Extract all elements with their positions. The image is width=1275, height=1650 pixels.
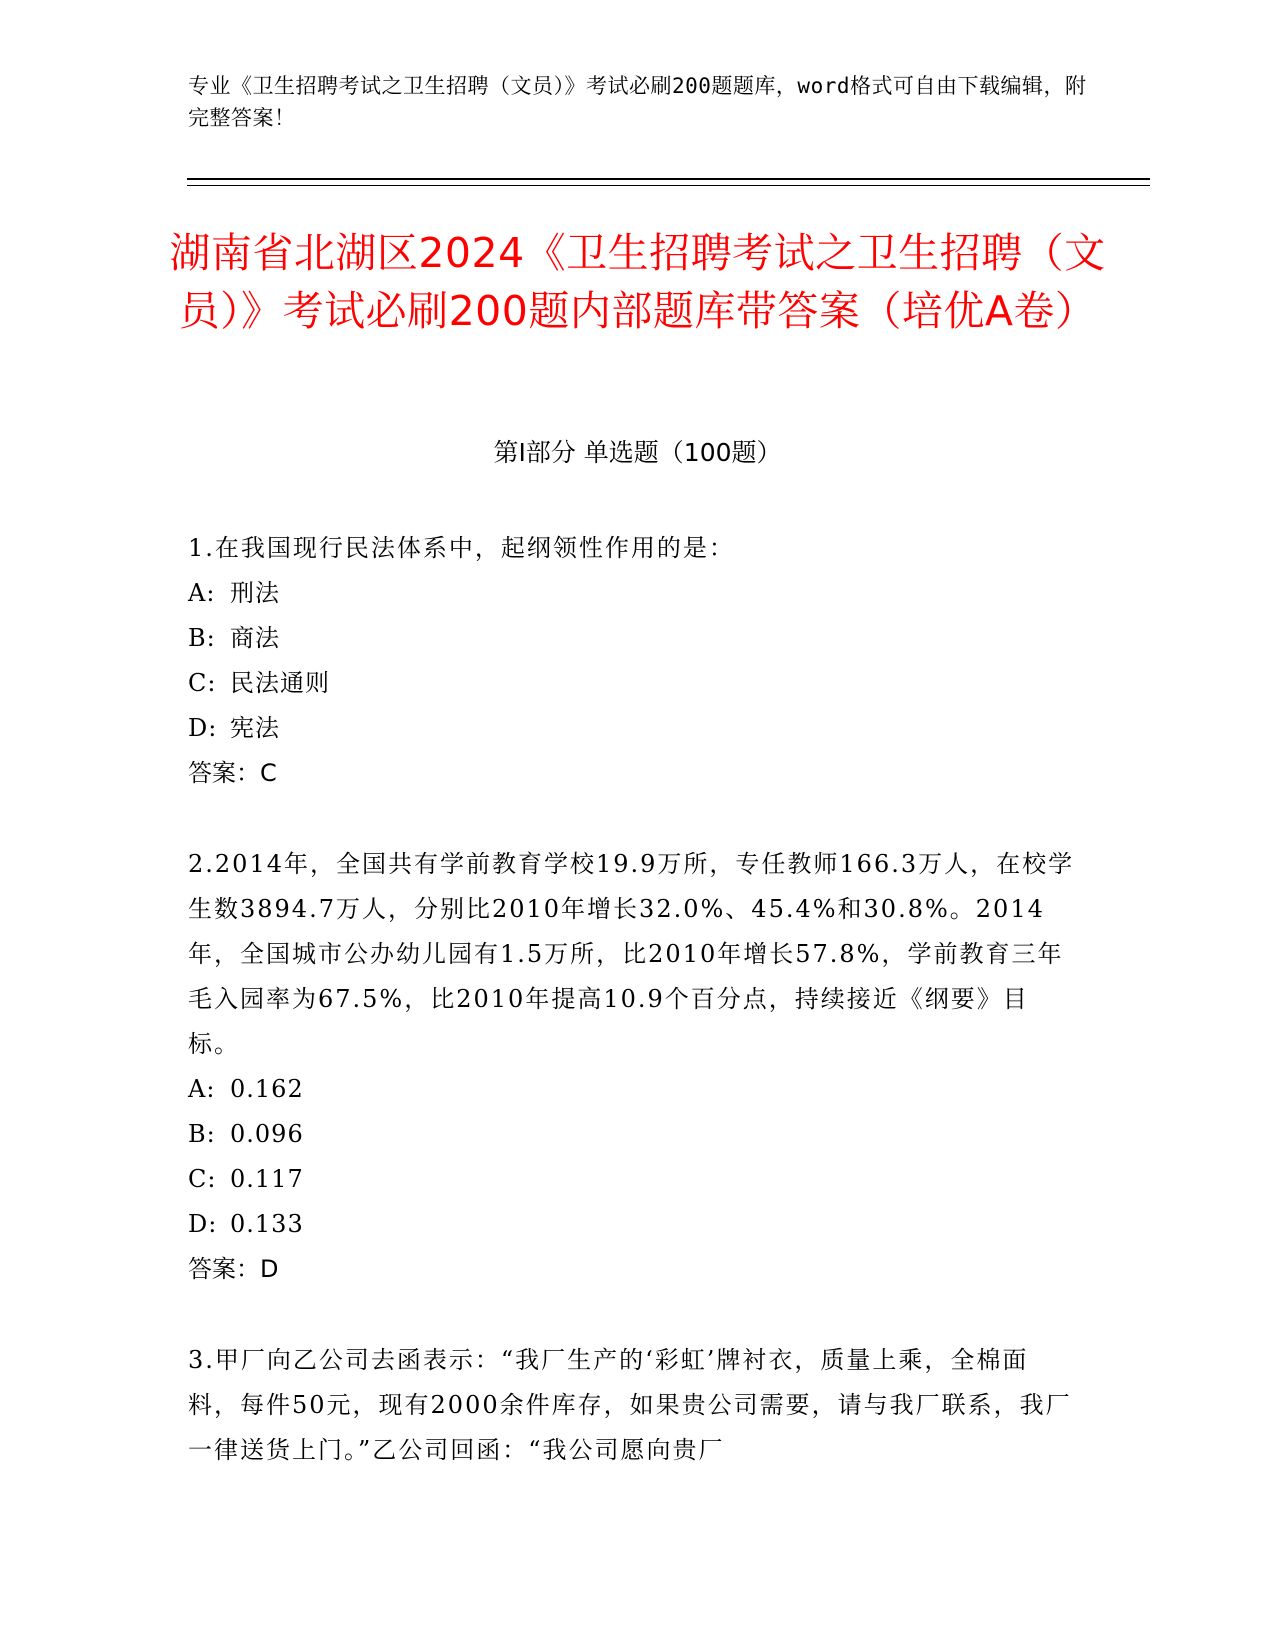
answer-line: 答案：C [188,759,277,787]
question-stem: 1.在我国现行民法体系中，起纲领性作用的是： [188,534,735,562]
option-c [188,661,1078,706]
option-text: 0.096 [230,1120,304,1148]
question-stem: 2.2014年，全国共有学前教育学校19.9万所，专任教师166.3万人，在校学生数3894.7万人，分别比2010年增长32.0%、45.4%和30.8%。2014年，全国城市公办幼儿园有1.5万所，比2010年增长57.8%，学前教育三年毛入园率为67.5%，比2010年提高10.9个百分点，持续接近《纲要》目标。 [188,850,1075,1058]
section-heading: 第Ⅰ部分 单选题（100题） [493,438,782,467]
option-letter: D: [188,714,218,742]
header-note: 专业《卫生招聘考试之卫生招聘（文员）》考试必刷200题题库，word格式可自由下载编辑，附完整答案！ [188,74,1087,130]
option-letter: D: [188,1210,218,1238]
document-title: 湖南省北湖区2024《卫生招聘考试之卫生招聘（文员）》考试必刷200题内部题库带答案（培优A卷） [169,229,1106,335]
question-2 [188,842,1078,1292]
option-d [188,706,1078,751]
option-letter: B: [188,1120,216,1148]
option-letter: C: [188,669,217,697]
option-letter: B: [188,624,216,652]
option-d [188,1202,1078,1247]
answer-line: 答案：D [188,1255,279,1283]
option-letter: C: [188,1165,217,1193]
option-text: 民法通则 [230,669,330,697]
option-text: 0.117 [230,1165,304,1193]
option-text: 0.162 [230,1075,304,1103]
option-a [188,1067,1078,1112]
option-text: 宪法 [230,714,280,742]
option-c [188,1157,1078,1202]
option-text: 商法 [230,624,280,652]
option-text: 0.133 [230,1210,304,1238]
question-stem: 3.甲厂向乙公司去函表示：“我厂生产的‘彩虹’牌衬衣，质量上乘，全棉面料，每件50元，现有2000余件库存，如果贵公司需要，请与我厂联系，我厂一律送货上门。”乙公司回函：“我公司愿向贵厂 [188,1346,1072,1464]
option-a [188,571,1078,616]
question-3 [188,1338,1078,1473]
option-letter: A: [188,579,216,607]
option-letter: A: [188,1075,216,1103]
option-b [188,1112,1078,1157]
header-divider-thin [187,185,1150,186]
question-list [188,526,1078,1519]
option-text: 刑法 [230,579,280,607]
question-1 [188,526,1078,796]
header-divider-thick [187,178,1150,180]
option-b [188,616,1078,661]
